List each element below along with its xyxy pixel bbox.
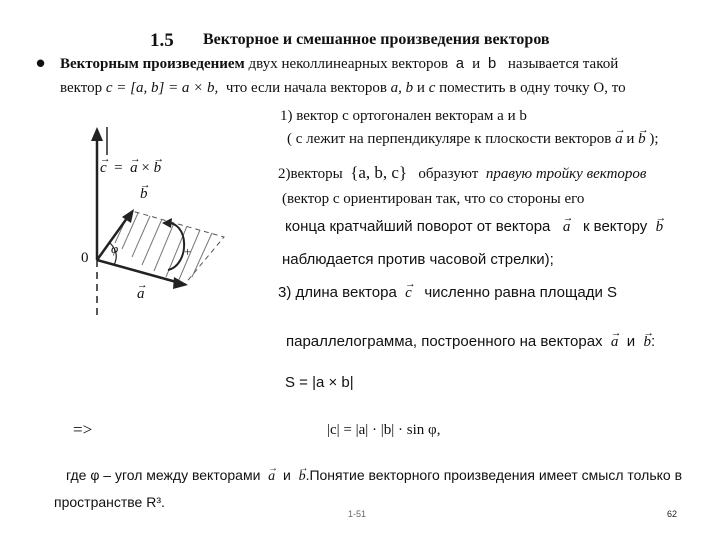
definition-text: двух неколлинеарных векторов [248, 56, 449, 72]
property-2 [278, 163, 646, 183]
property-2-mid: образуют [418, 166, 479, 182]
vector-triple: {a, b, c} [350, 163, 408, 182]
bottom-line-1-start: где φ – угол между векторами [66, 467, 261, 483]
diagram-label-phi: φ [111, 241, 119, 256]
bullet-marker: • [36, 48, 46, 78]
definition-line-2 [60, 80, 626, 97]
vector-c-arrowhead [91, 127, 103, 141]
slide-reference: 1-51 [348, 509, 367, 519]
page-title: Векторное и смешанное произведения векторов [203, 31, 550, 48]
definition-term: Векторным произведением [60, 56, 245, 72]
vector-c: c [428, 80, 436, 96]
property-1-note: ( c лежит на перпендикуляре к плоскости векторов → a и → b ); [287, 131, 659, 148]
property-2-end: правую тройку векторов [485, 166, 647, 182]
definition-word-vector: вектор [60, 80, 103, 96]
definition-condition: что если начала векторов [225, 80, 387, 96]
vector-b-label: b [487, 56, 497, 73]
definition-end: поместить в одну точку О, то [439, 80, 626, 96]
diagram-label-origin: 0 [81, 250, 89, 266]
property-3-start: 3) длина вектора [278, 284, 397, 301]
area-formula: S = |a × b| [285, 374, 354, 391]
bottom-line-1-end: .Понятие векторного произведения имеет смысл только в [305, 467, 683, 483]
rotation-arc [165, 223, 184, 270]
implies-arrow: => [73, 420, 93, 439]
property-3-line-2: параллелограмма, построенного на векторах → a и → b: [286, 333, 655, 351]
diagram-label-plus: + [184, 244, 192, 259]
property-2-note-1: (вектор c ориентирован так, что со стороны его [282, 191, 585, 207]
conjunction: и [416, 80, 425, 96]
property-2-note-2: конца кратчайший поворот от вектора → a к вектору → b [285, 218, 663, 236]
definition-line-1 [60, 56, 618, 73]
cross-product-formula: c = [a, b] = a × b, [105, 80, 219, 96]
diagram-label-a: → a [137, 286, 145, 303]
property-2-note-2-end: к вектору [582, 218, 648, 235]
property-3-line-2-text: параллелограмма, построенного на векторах [286, 333, 603, 350]
property-1-note-text: ( c лежит на перпендикуляре к плоскости векторов [287, 131, 612, 147]
property-2-start: 2)векторы [278, 166, 343, 182]
diagram-c-equation: → c = → a × → b [100, 160, 161, 177]
property-1-note-end: ); [649, 131, 659, 147]
bottom-line-1: где φ – угол между векторами → a и → b.Понятие векторного произведения имеет смысл только в [66, 467, 682, 485]
conjunction: и [626, 333, 636, 350]
conjunction: и [472, 56, 481, 72]
property-3-end: численно равна площади S [424, 284, 618, 301]
bottom-line-2: пространстве R³. [54, 494, 165, 510]
definition-text-end: называется такой [507, 56, 619, 72]
diagram-label-b: → b [140, 186, 148, 203]
vector-a-arrowhead [173, 277, 188, 289]
property-1: 1) вектор c ортогонален векторам a и b [280, 108, 527, 124]
vector-a-label: a [455, 56, 465, 73]
page-number: 62 [667, 509, 678, 519]
magnitude-formula: |c| = |a| · |b| · sin φ, [327, 422, 441, 438]
property-2-note-2-text: конца кратчайший поворот от вектора [285, 218, 551, 235]
section-number: 1.5 [150, 30, 174, 51]
property-3-line-1: 3) длина вектора → c численно равна площади S [278, 284, 617, 302]
vectors-ab: a, b [390, 80, 414, 96]
conjunction: и [282, 467, 291, 483]
property-2-note-3: наблюдается против часовой стрелки); [282, 251, 554, 268]
